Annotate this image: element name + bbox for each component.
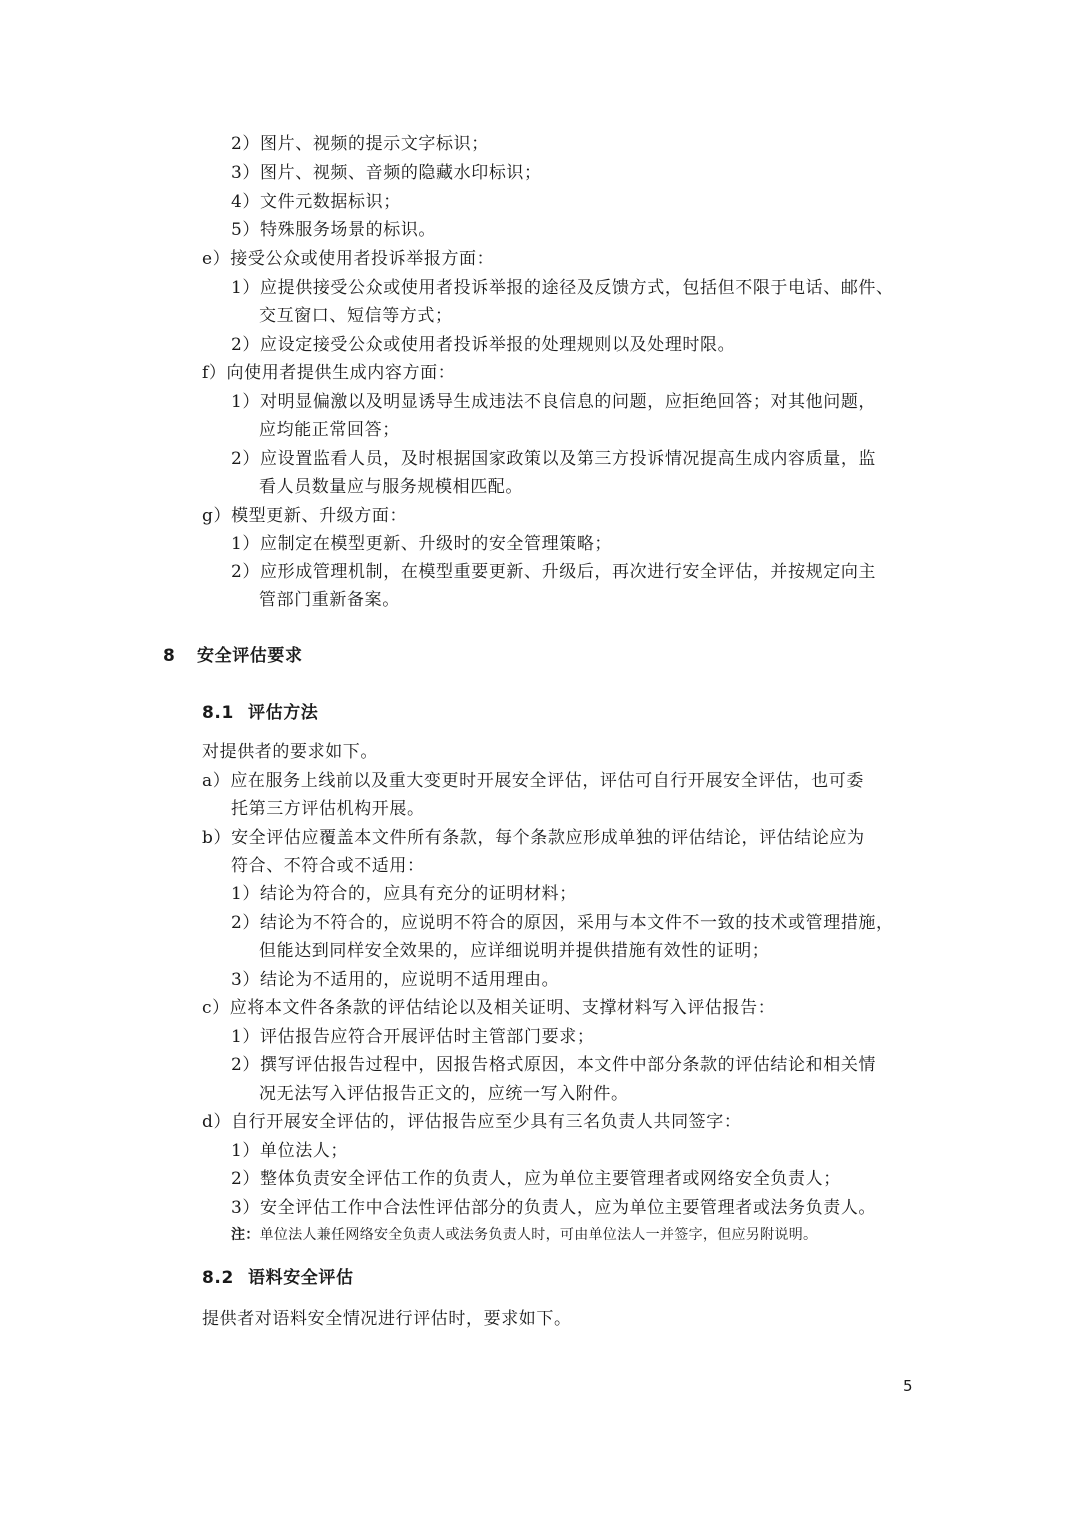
note-label: 注：: [231, 1227, 260, 1243]
subsection-number: 8.2: [202, 1268, 234, 1288]
list-item-continuation: 符合、不符合或不适用：: [231, 856, 425, 876]
list-item: f）向使用者提供生成内容方面：: [202, 363, 456, 383]
note-text: 单位法人兼任网络安全负责人或法务负责人时，可由单位法人一并签字，但应另附说明。: [259, 1227, 818, 1243]
list-item: 3）结论为不适用的，应说明不适用理由。: [231, 970, 560, 990]
list-item: 2）结论为不符合的，应说明不符合的原因，采用与本文件不一致的技术或管理措施，: [231, 913, 894, 933]
list-item: a）应在服务上线前以及重大变更时开展安全评估，评估可自行开展安全评估，也可委: [202, 771, 864, 791]
list-item: c）应将本文件各条款的评估结论以及相关证明、支撑材料写入评估报告：: [202, 998, 776, 1018]
list-item: 1）结论为符合的，应具有充分的证明材料；: [231, 884, 577, 904]
list-item-continuation: 管部门重新备案。: [259, 590, 400, 610]
section-number: 8: [163, 646, 176, 666]
list-item: d）自行开展安全评估的，评估报告应至少具有三名负责人共同签字：: [202, 1112, 742, 1132]
list-item: 1）应制定在模型更新、升级时的安全管理策略；: [231, 534, 613, 554]
list-item: 2）应设置监看人员，及时根据国家政策以及第三方投诉情况提高生成内容质量，监: [231, 449, 877, 469]
list-item: 1）单位法人；: [231, 1141, 349, 1161]
list-item: 2）图片、视频的提示文字标识；: [231, 134, 489, 154]
list-item: 3）安全评估工作中合法性评估部分的负责人，应为单位主要管理者或法务负责人。: [231, 1198, 877, 1218]
list-item-continuation: 应均能正常回答；: [259, 420, 400, 440]
list-item-continuation: 交互窗口、短信等方式；: [259, 306, 453, 326]
list-item: b）安全评估应覆盖本文件所有条款，每个条款应形成单独的评估结论，评估结论应为: [202, 828, 865, 848]
list-item: 2）撰写评估报告过程中，因报告格式原因，本文件中部分条款的评估结论和相关情: [231, 1055, 877, 1075]
list-item: 1）对明显偏激以及明显诱导生成违法不良信息的问题，应拒绝回答；对其他问题，: [231, 392, 877, 412]
paragraph: 提供者对语料安全情况进行评估时，要求如下。: [202, 1309, 572, 1329]
list-item: e）接受公众或使用者投诉举报方面：: [202, 249, 495, 269]
subsection-title: 语料安全评估: [248, 1268, 354, 1288]
note: [231, 1222, 817, 1248]
paragraph: 对提供者的要求如下。: [202, 742, 378, 762]
section-heading: [163, 643, 303, 669]
subsection-heading: [202, 700, 318, 726]
subsection-number: 8.1: [202, 703, 234, 723]
list-item-continuation: 看人员数量应与服务规模相匹配。: [259, 477, 523, 497]
list-item: 1）评估报告应符合开展评估时主管部门要求；: [231, 1027, 595, 1047]
list-item-continuation: 托第三方评估机构开展。: [231, 799, 425, 819]
list-item: 4）文件元数据标识；: [231, 192, 401, 212]
list-item: 3）图片、视频、音频的隐藏水印标识；: [231, 163, 542, 183]
list-item: 2）应形成管理机制，在模型重要更新、升级后，再次进行安全评估，并按规定向主: [231, 562, 877, 582]
list-item: g）模型更新、升级方面：: [202, 506, 408, 526]
list-item: 2）应设定接受公众或使用者投诉举报的处理规则以及处理时限。: [231, 335, 736, 355]
subsection-title: 评估方法: [248, 703, 319, 723]
list-item: 5）特殊服务场景的标识。: [231, 220, 437, 240]
subsection-heading: [202, 1265, 354, 1291]
list-item: 1）应提供接受公众或使用者投诉举报的途径及反馈方式，包括但不限于电话、邮件、: [231, 278, 894, 298]
section-title: 安全评估要求: [197, 646, 303, 666]
list-item: 2）整体负责安全评估工作的负责人，应为单位主要管理者或网络安全负责人；: [231, 1169, 841, 1189]
page-number: 5: [903, 1377, 914, 1395]
list-item-continuation: 但能达到同样安全效果的，应详细说明并提供措施有效性的证明；: [259, 941, 770, 961]
list-item-continuation: 况无法写入评估报告正文的，应统一写入附件。: [259, 1084, 629, 1104]
